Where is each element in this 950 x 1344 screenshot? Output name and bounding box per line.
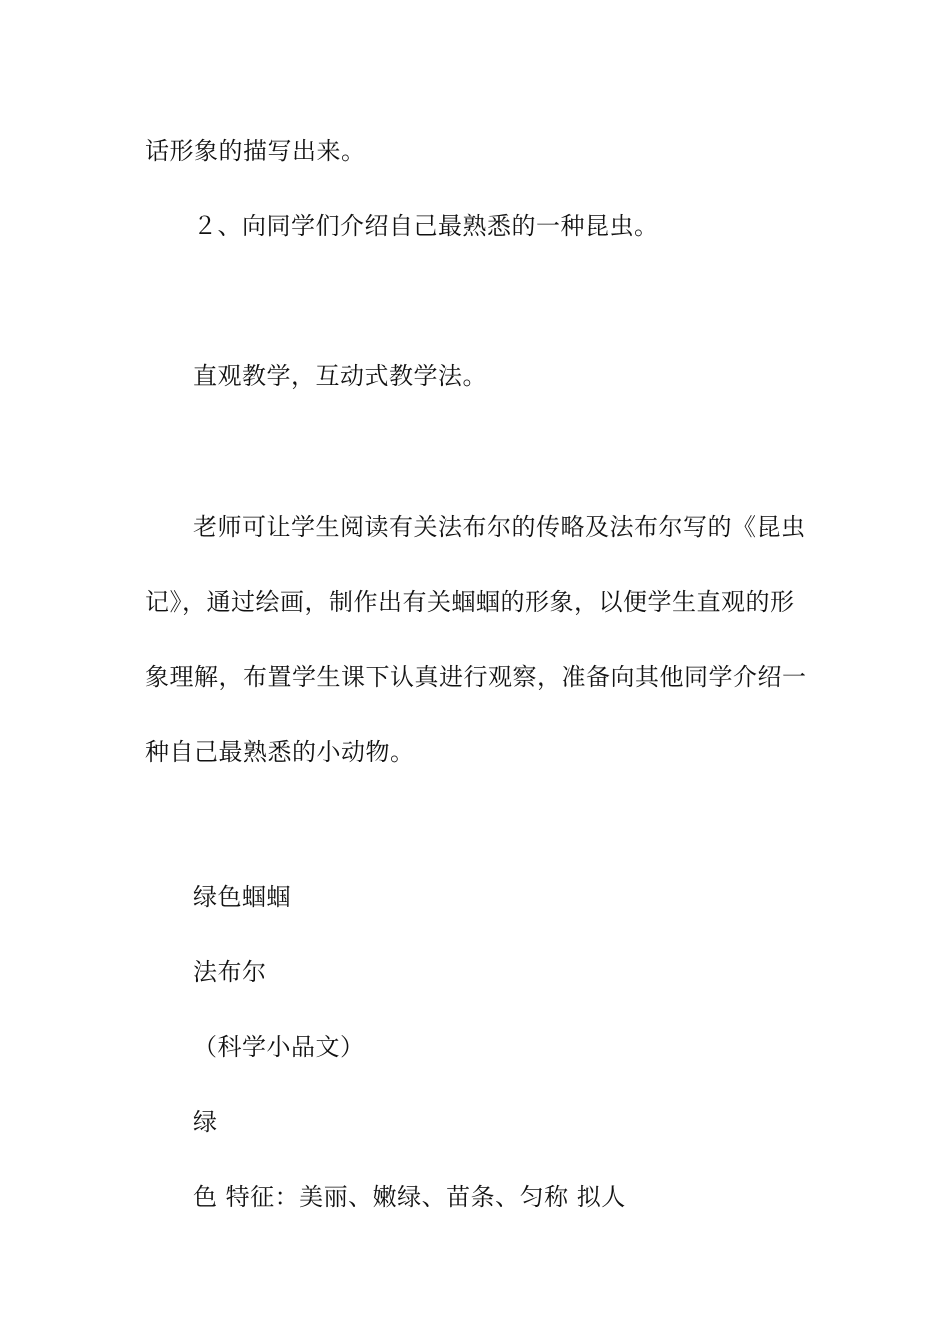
outline-author: 法布尔	[193, 958, 267, 986]
paragraph-2-line-1: ２、向同学们介绍自己最熟悉的一种昆虫。	[193, 212, 659, 240]
outline-genre: （科学小品文）	[193, 1033, 365, 1061]
paragraph-1-line-1: 话形象的描写出来。	[145, 137, 366, 165]
outline-item-1: 绿	[193, 1108, 218, 1136]
paragraph-3-line-1: 直观教学，互动式教学法。	[193, 362, 487, 390]
outline-title: 绿色蝈蝈	[193, 883, 291, 911]
paragraph-4-line-3: 象理解，布置学生课下认真进行观察，准备向其他同学介绍一	[145, 663, 807, 691]
outline-item-2: 色 特征：美丽、嫩绿、苗条、匀称 拟人	[193, 1183, 626, 1211]
paragraph-4-line-4: 种自己最熟悉的小动物。	[145, 738, 415, 766]
paragraph-4-line-1: 老师可让学生阅读有关法布尔的传略及法布尔写的《昆虫	[193, 513, 806, 541]
paragraph-4-line-2: 记》，通过绘画，制作出有关蝈蝈的形象，以便学生直观的形	[145, 588, 795, 616]
